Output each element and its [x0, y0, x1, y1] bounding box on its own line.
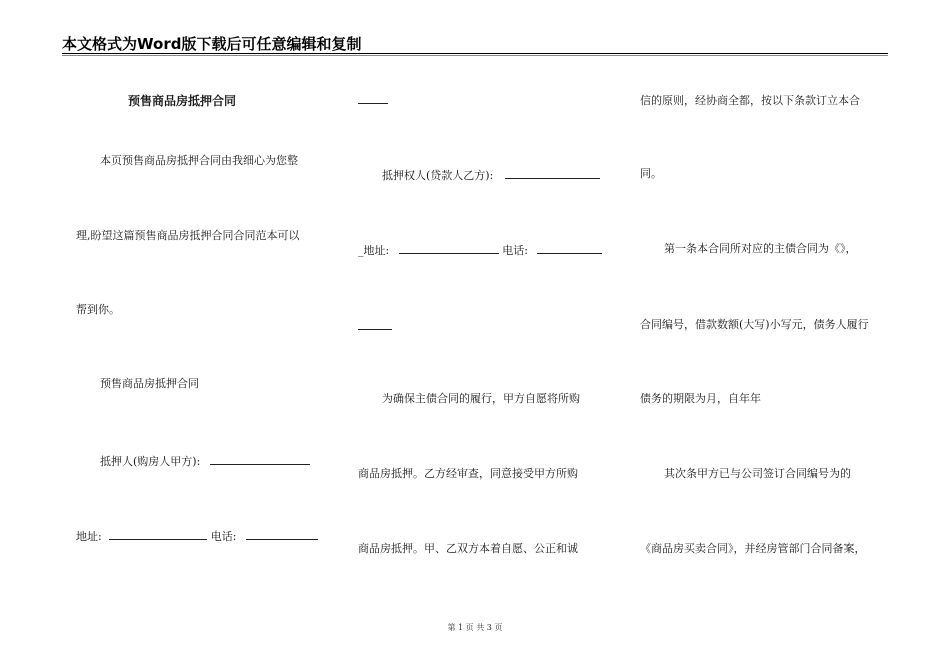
- header-rule: [62, 53, 888, 54]
- col3-line-5: 债务的期限为月，自年年: [640, 392, 761, 405]
- para-line-1: 为确保主债合同的履行，甲方自愿将所购: [382, 392, 580, 405]
- blank-mid: [358, 318, 392, 330]
- col3-line-4: 合同编号，借款数额(大写)小写元，债务人履行: [640, 318, 869, 331]
- address-label-2: _地址:: [358, 244, 390, 257]
- continuation-blank-mid: [358, 318, 392, 334]
- mortgagor-label: 抵押人(购房人甲方):: [100, 455, 201, 468]
- para-line-3: 商品房抵押。甲、乙双方本着自愿、公正和诚: [358, 542, 578, 555]
- phone-label-2: 电话:: [502, 244, 528, 257]
- page-footer: 第 1 页 共 3 页: [447, 623, 503, 632]
- mortgagee-blank: [505, 167, 600, 179]
- para-line-2: 商品房抵押。乙方经审查，同意接受甲方所购: [358, 467, 578, 480]
- address-phone-field: [76, 528, 318, 544]
- phone-label: 电话:: [210, 530, 237, 543]
- phone-blank: [246, 528, 318, 540]
- blank-top: [358, 92, 388, 104]
- address-phone-field-2: [358, 242, 602, 258]
- address-label: 地址:: [76, 530, 102, 543]
- mortgagor-blank: [210, 453, 310, 465]
- intro-line-1: 本页预售商品房抵押合同由我细心为您整: [100, 154, 298, 167]
- intro-line-2: 理,盼望这篇预售商品房抵押合同合同范本可以: [76, 229, 300, 242]
- col3-line-2: 同。: [640, 167, 662, 180]
- col3-line-3: 第一条本合同所对应的主债合同为《》，: [664, 242, 857, 255]
- col3-line-1: 信的原则，经协商全都，按以下条款订立本合: [640, 94, 860, 107]
- col3-line-6: 其次条甲方已与公司签订合同编号为的: [664, 467, 851, 480]
- mortgagee-label: 抵押权人(贷款人乙方):: [382, 169, 494, 182]
- address-blank: [109, 528, 207, 540]
- address-blank-2: [399, 242, 499, 254]
- mortgagee-field: [382, 167, 600, 183]
- document-header: 本文格式为Word版下载后可任意编辑和复制: [62, 35, 362, 53]
- mortgagor-field: [100, 453, 310, 469]
- col3-line-7: 《商品房买卖合同》，并经房管部门合同备案，: [640, 542, 866, 555]
- document-title: 预售商品房抵押合同: [128, 94, 237, 108]
- phone-blank-2: [537, 242, 602, 254]
- contract-heading: 预售商品房抵押合同: [100, 377, 199, 390]
- header-rule-thin: [62, 55, 888, 56]
- continuation-blank-top: [358, 92, 388, 108]
- intro-line-3: 帮到你。: [76, 303, 120, 316]
